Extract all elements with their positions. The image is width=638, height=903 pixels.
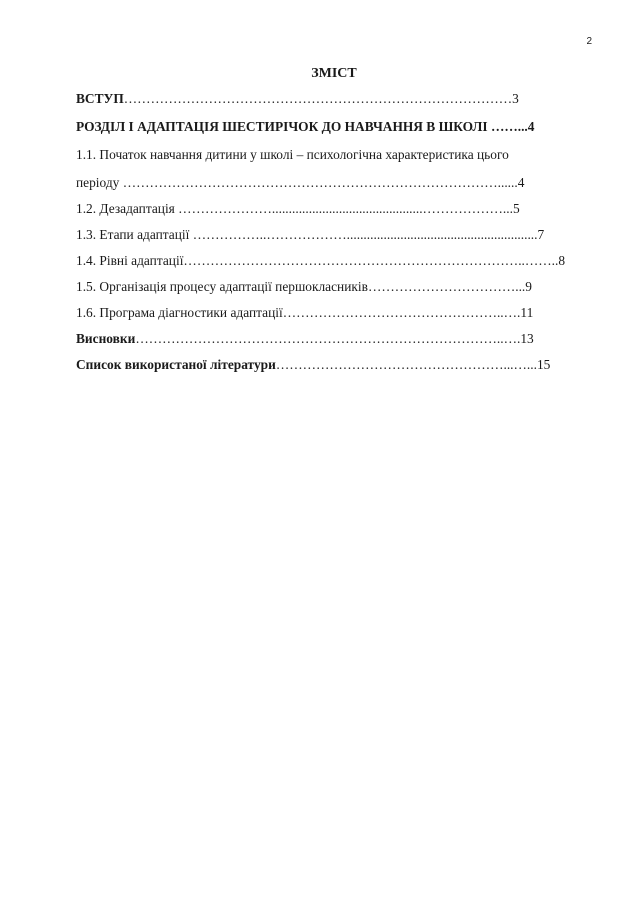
toc-entry-label: Список використаної літератури <box>76 357 276 372</box>
toc-entry-leader: ……………………………………………………………………………3 <box>123 91 519 106</box>
toc-entry-leader: ……………..……………….........................................................7 <box>189 227 545 242</box>
page-number: 2 <box>586 36 592 47</box>
toc-entry-1-3[interactable] <box>76 226 544 244</box>
toc-entry-leader: …………………………………………………………………..……..8 <box>183 253 566 268</box>
toc-entry-1-2[interactable] <box>76 200 520 218</box>
toc-entry-leader: ……………………………………………...…...15 <box>275 357 551 372</box>
toc-entry-1-5[interactable] <box>76 278 532 296</box>
toc-entry-1-4[interactable] <box>76 252 565 270</box>
toc-entry-references[interactable] <box>76 356 550 374</box>
toc-entry-leader: ………………….............................................………………...5 <box>174 201 520 216</box>
toc-entry-label: 1.2. Дезадаптація <box>76 201 175 216</box>
toc-entry-leader: …………………………………………..….11 <box>282 305 534 320</box>
toc-entry-label: 1.1. Початок навчання дитини у школі – психологічна характеристика цього <box>76 147 509 162</box>
toc-entry-1-6[interactable] <box>76 304 533 322</box>
toc-entry-label: РОЗДІЛ І АДАПТАЦІЯ ШЕСТИРІЧОК ДО НАВЧАННЯ В ШКОЛІ <box>76 119 488 134</box>
page-title: ЗМІСТ <box>311 66 357 81</box>
toc-entry-label: Висновки <box>76 331 136 346</box>
toc-entry-label: 1.3. Етапи адаптації <box>76 227 190 242</box>
toc-entry-leader: ……………………………...9 <box>367 279 532 294</box>
toc-entry-label: 1.5. Організація процесу адаптації першокласників <box>76 279 368 294</box>
toc-entry-1-1-continued[interactable] <box>76 174 524 192</box>
toc-entry-label: ВСТУП <box>76 91 124 106</box>
toc-entry-leader: ……...4 <box>487 119 535 134</box>
toc-entry-label: періоду <box>76 175 120 190</box>
toc-entry-introduction[interactable] <box>76 90 519 108</box>
toc-entry-conclusions[interactable] <box>76 330 534 348</box>
toc-entry-1-1[interactable] <box>76 146 509 164</box>
toc-entry-chapter-1[interactable] <box>76 118 534 136</box>
toc-entry-leader: …………………………………………………………………………......4 <box>119 175 525 190</box>
toc-entry-label: 1.4. Рівні адаптації <box>76 253 184 268</box>
toc-entry-label: 1.6. Програма діагностики адаптації <box>76 305 283 320</box>
toc-entry-leader: ………………………………………………………………………..….13 <box>135 331 534 346</box>
